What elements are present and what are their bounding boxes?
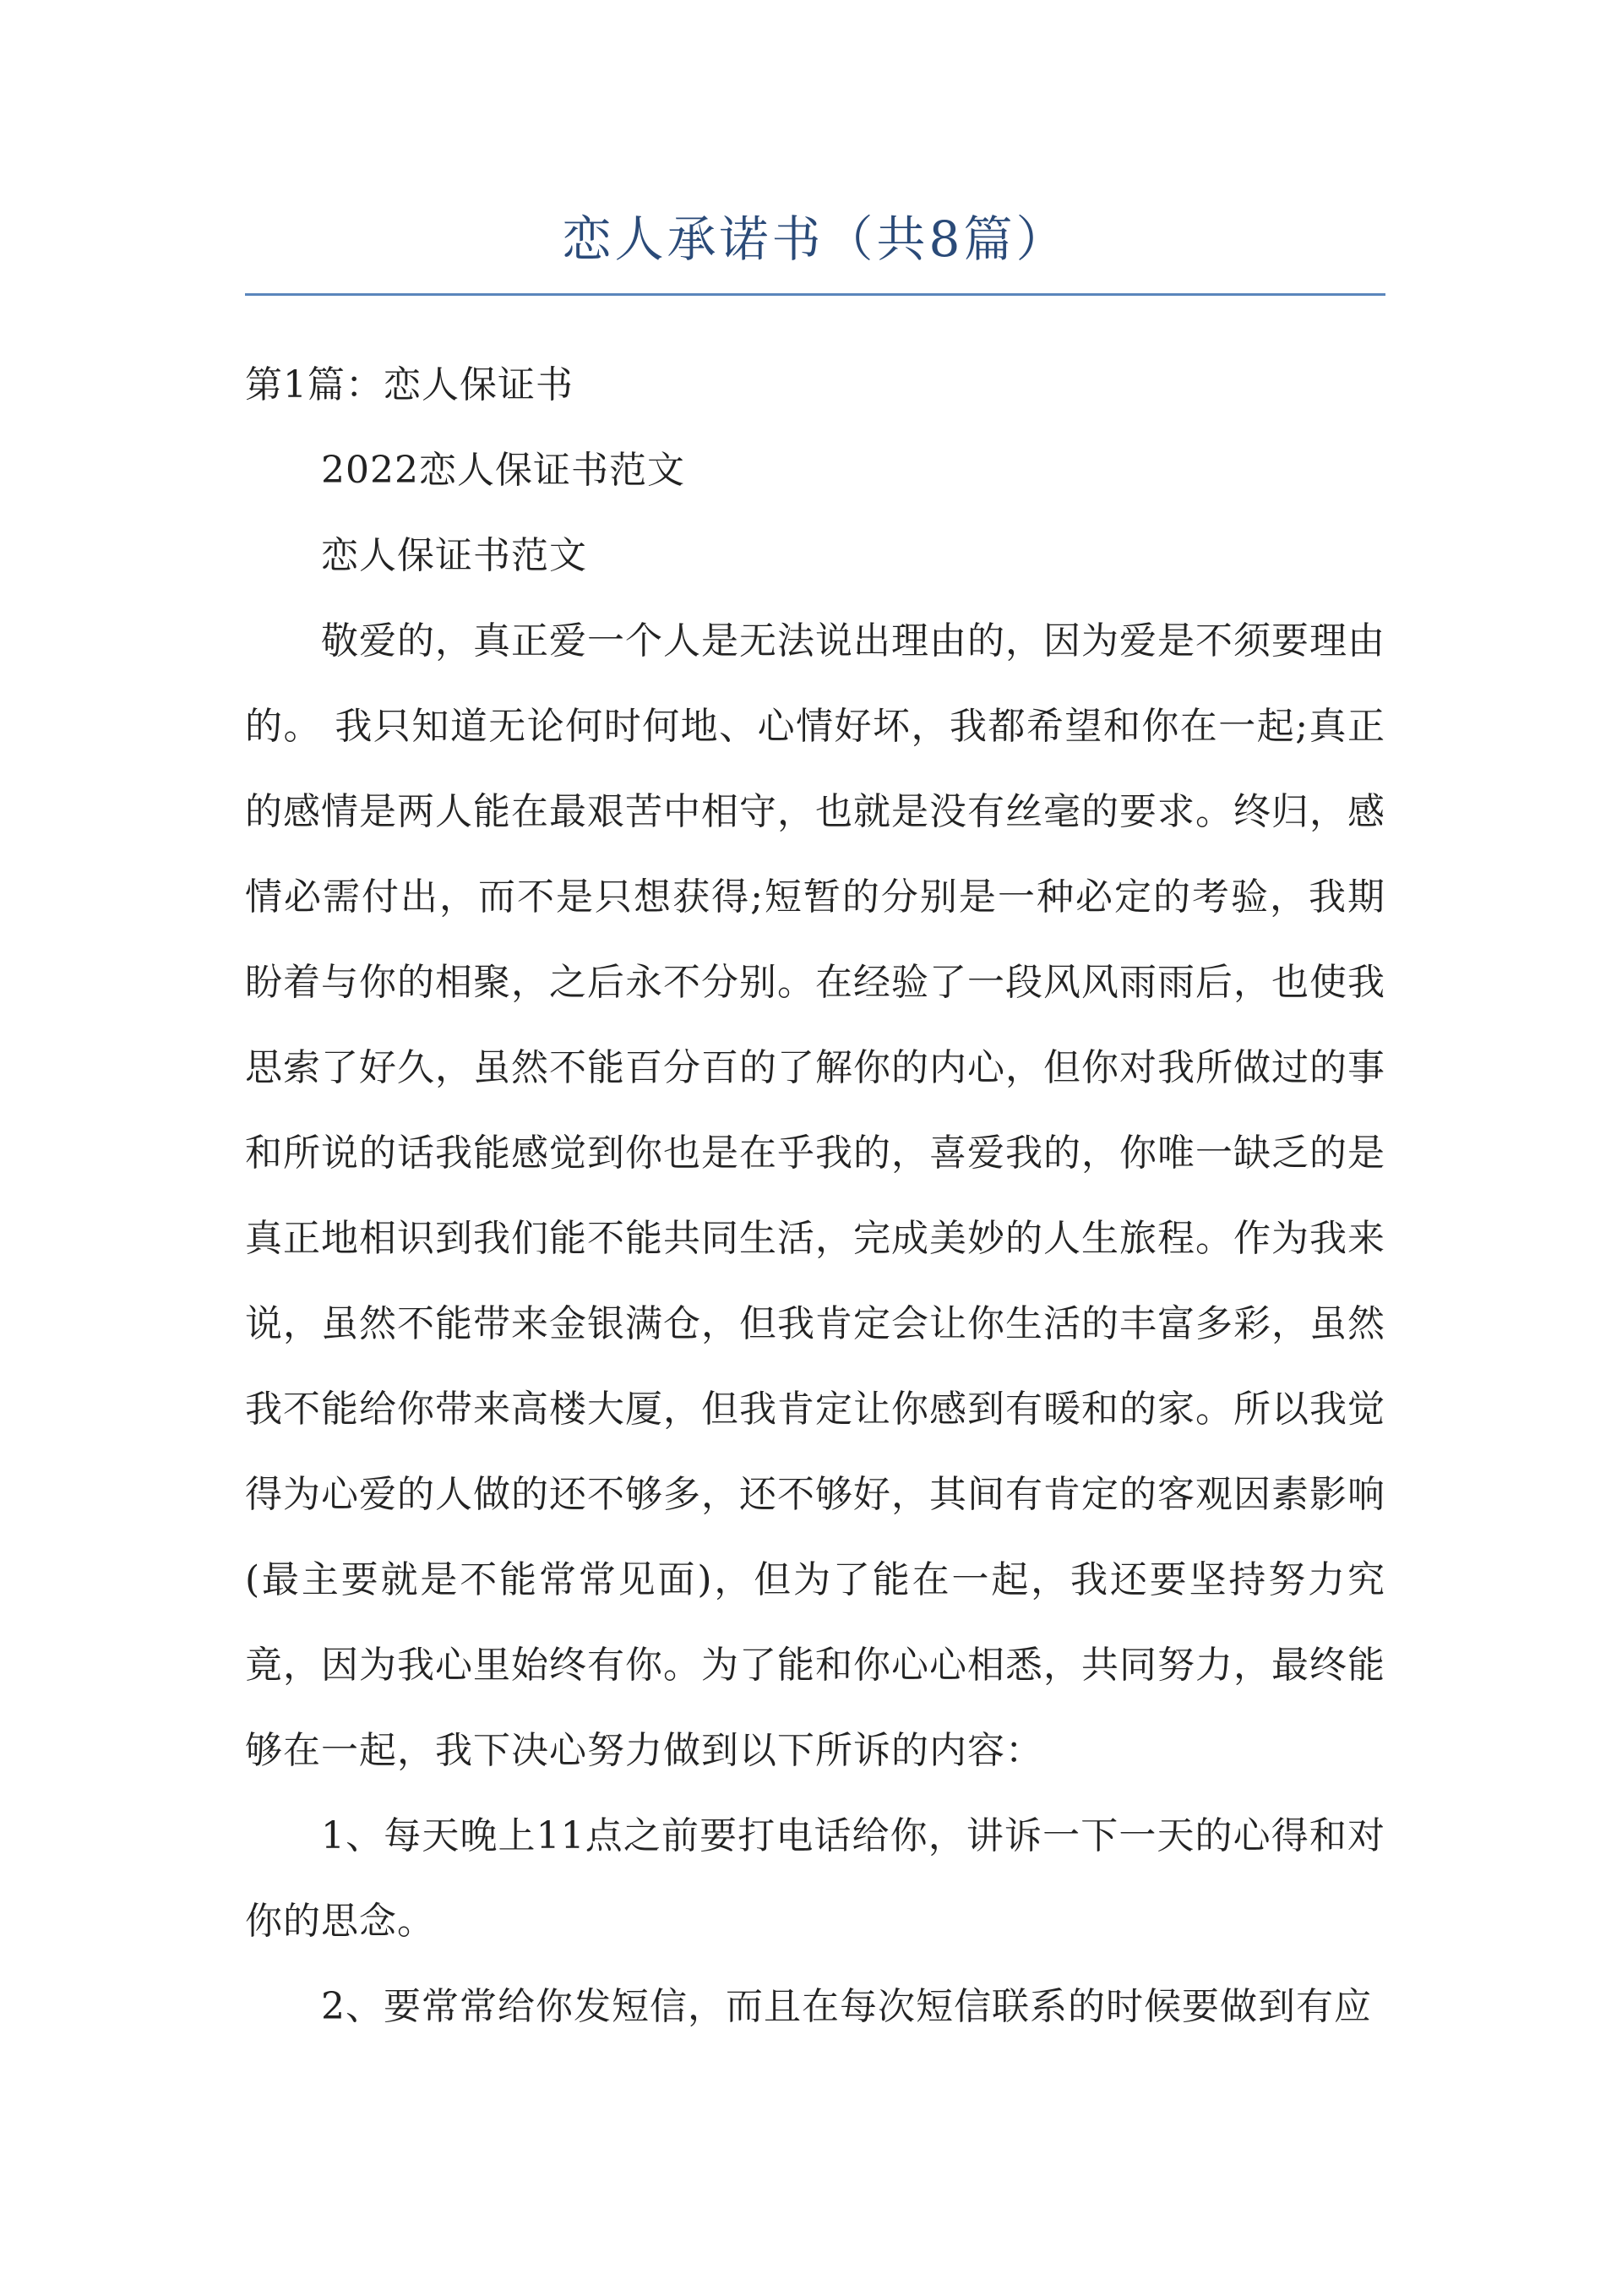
body-paragraph: 2、要常常给你发短信，而且在每次短信联系的时候要做到有应 <box>321 1985 1372 2028</box>
document-body <box>245 342 1385 2049</box>
title-underline <box>245 293 1385 296</box>
body-paragraph: 敬爱的，真正爱一个人是无法说出理由的，因为爱是不须要理由的。 我只知道无论何时何地、心情好坏，我都希望和你在一起;真正的感情是两人能在最艰苦中相守，也就是没有丝毫的要求。终归，感情必需付出，而不是只想获得;短暂的分别是一种必定的考验，我期盼着与你的相聚，之后永不分别。在经验了一段风风雨雨后，也使我思索了好久，虽然不能百分百的了解你的内心，但你对我所做过的事和所说的话我能感觉到你也是在乎我的，喜爱我的，你唯一缺乏的是真正地相识到我们能不能共同生活，完成美妙的人生旅程。作为我来说，虽然不能带来金银满仓，但我肯定会让你生活的丰富多彩，虽然我不能给你带来高楼大厦，但我肯定让你感到有暖和的家。所以我觉得为心爱的人做的还不够多，还不够好，其间有肯定的客观因素影响(最主要就是不能常常见面)，但为了能在一起，我还要坚持努力究竟，因为我心里始终有你。为了能和你心心相悉，共同努力，最终能够在一起，我下决心努力做到以下所诉的内容： <box>245 619 1385 1772</box>
body-paragraph: 1、每天晚上11点之前要打电话给你，讲诉一下一天的心得和对你的思念。 <box>245 1814 1385 1943</box>
section-heading: 第1篇：恋人保证书 <box>245 363 574 406</box>
subtitle-line: 恋人保证书范文 <box>321 534 587 577</box>
subtitle-line: 2022恋人保证书范文 <box>321 449 685 492</box>
document-title: 恋人承诺书（共8篇） <box>562 210 1069 268</box>
